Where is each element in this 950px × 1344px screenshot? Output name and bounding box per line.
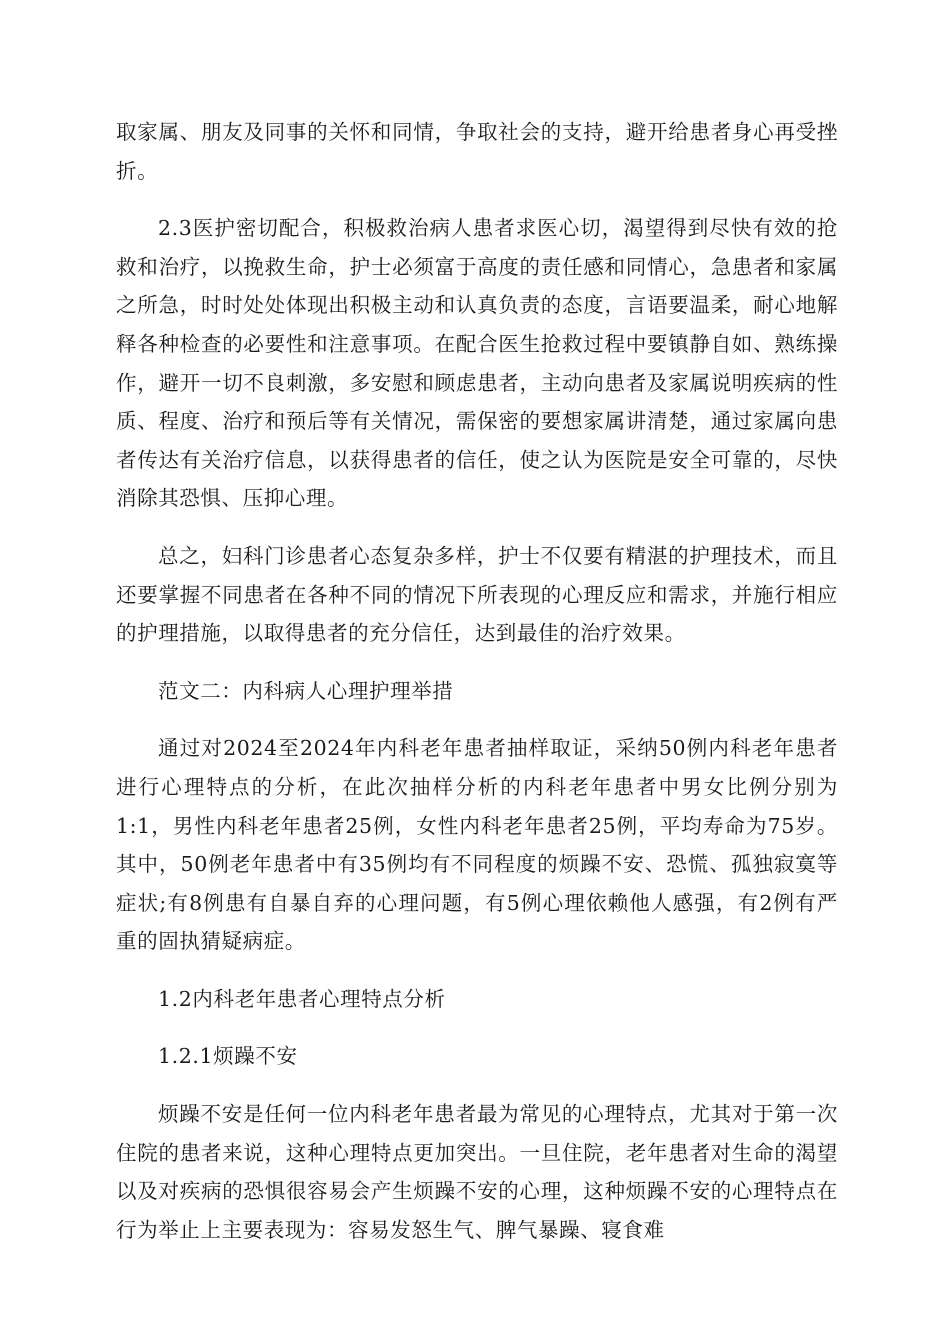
paragraph-sample-analysis: 通过对2024至2024年内科老年患者抽样取证，采纳50例内科老年患者进行心理特点的分析，在此次抽样分析的内科老年患者中男女比例分别为1:1，男性内科老年患者25例，女性内科老年患者25例，平均寿命为75岁。其中，50例老年患者中有35例均有不同程度的烦躁不安、恐慌、孤独寂寞等症状;有8例患有自暴自弃的心理问题，有5例心理依赖他人感强，有2例有严重的固执猜疑病症。 [116,736,838,954]
heading-fanwen-2: 范文二：内科病人心理护理举措 [158,678,454,703]
paragraph-summary: 总之，妇科门诊患者心态复杂多样，护士不仅要有精湛的护理技术，而且还要掌握不同患者在各种不同的情况下所表现的心理反应和需求，并施行相应的护理措施，以取得患者的充分信任，达到最佳的治疗效果。 [116,543,838,646]
heading-section-1-2-1: 1.2.1烦躁不安 [158,1044,298,1069]
document-body [116,113,838,1268]
paragraph-section-2-3: 2.3医护密切配合，积极救治病人患者求医心切，渴望得到尽快有效的抢救和治疗，以挽救生命，护士必须富于高度的责任感和同情心，急患者和家属之所急，时时处处体现出积极主动和认真负责的态度，言语要温柔，耐心地解释各种检查的必要性和注意事项。在配合医生抢救过程中要镇静自如、熟练操作，避开一切不良刺激，多安慰和顾虑患者，主动向患者及家属说明疾病的性质、程度、治疗和预后等有关情况，需保密的要想家属讲清楚，通过家属向患者传达有关治疗信息，以获得患者的信任，使之认为医院是安全可靠的，尽快消除其恐惧、压抑心理。 [116,216,838,511]
paragraph-restlessness: 烦躁不安是任何一位内科老年患者最为常见的心理特点，尤其对于第一次住院的患者来说，这种心理特点更加突出。一旦住院，老年患者对生命的渴望以及对疾病的恐惧很容易会产生烦躁不安的心理，这种烦躁不安的心理特点在行为举止上主要表现为：容易发怒生气、脾气暴躁、寝食难 [116,1102,838,1242]
heading-section-1-2: 1.2内科老年患者心理特点分析 [158,986,446,1011]
paragraph-continuation: 取家属、朋友及同事的关怀和同情，争取社会的支持，避开给患者身心再受挫折。 [116,120,838,183]
